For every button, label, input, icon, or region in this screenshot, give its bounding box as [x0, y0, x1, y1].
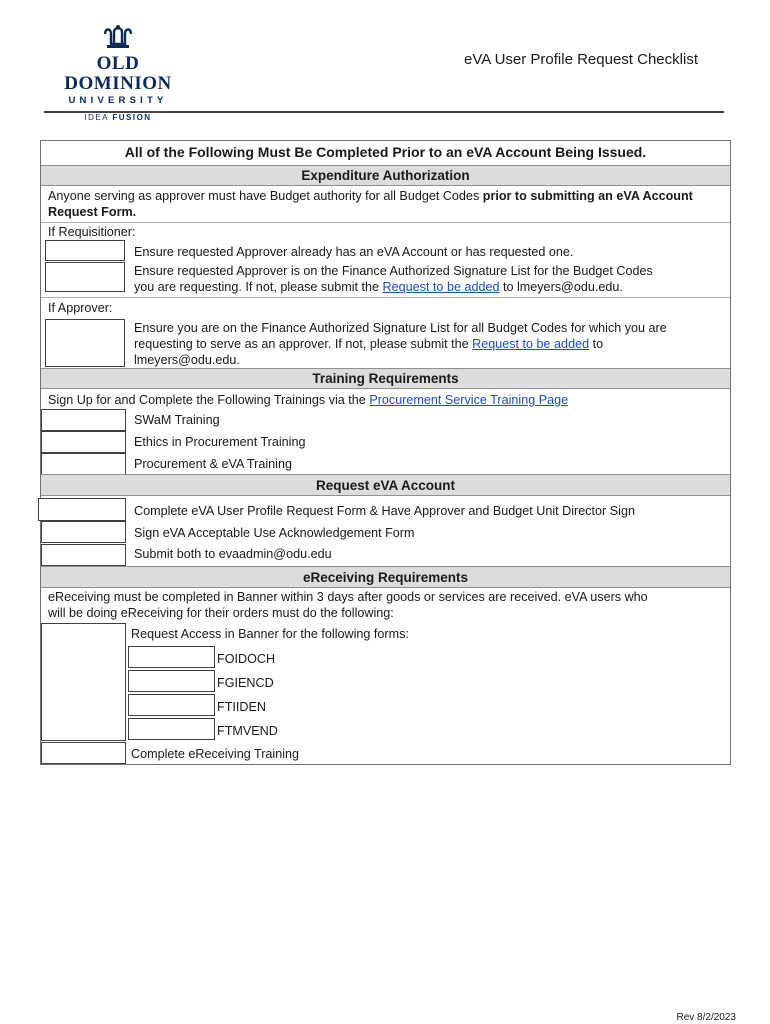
checkbox-form-ftiiden[interactable]: [128, 694, 215, 716]
banner-form: FTIIDEN: [217, 700, 266, 714]
ereceiving-heading: eReceiving Requirements: [41, 566, 730, 588]
ereceiving-note-line-2: will be doing eReceiving for their orders must do the following:: [48, 606, 394, 620]
request-item: Complete eVA User Profile Request Form & Have Approver and Budget Unit Director Sign: [134, 504, 635, 518]
training-intro-text: Sign Up for and Complete the Following Trainings via the: [48, 393, 370, 407]
approver-item-to: to: [589, 337, 604, 351]
checkbox-ethics-training[interactable]: [41, 431, 126, 453]
logo-university: UNIVERSITY: [68, 95, 168, 106]
expenditure-note-emphasis: prior to submitting an eVA Account Request Form.: [48, 189, 693, 219]
checklist-table: [40, 140, 731, 765]
requisitioner-item-1: Ensure requested Approver already has an eVA Account or has requested one.: [134, 245, 574, 259]
crown-icon: [101, 24, 135, 50]
training-heading: Training Requirements: [41, 368, 730, 389]
approver-item-line-3: lmeyers@odu.edu.: [134, 353, 240, 367]
requisitioner-item-2-email: to lmeyers@odu.edu.: [499, 280, 623, 294]
requisitioner-item-2-text: you are requesting. If not, please submit the: [134, 280, 383, 294]
divider: [41, 297, 730, 298]
training-intro: [48, 392, 568, 408]
checkbox-form-ftmvend[interactable]: [128, 718, 215, 740]
requisitioner-item-2-line-2: [134, 279, 623, 295]
header-divider: [44, 111, 724, 113]
checkbox-requisitioner-2[interactable]: [45, 262, 125, 292]
approver-item-text: requesting to serve as an approver. If not, please submit the: [134, 337, 473, 351]
approver-item-line-1: Ensure you are on the Finance Authorized Signature List for all Budget Codes for which you are: [134, 321, 667, 335]
expenditure-note-text: Anyone serving as approver must have Budget authority for all Budget Codes: [48, 189, 483, 203]
expenditure-note: [48, 188, 718, 220]
checkbox-procurement-training[interactable]: [41, 453, 126, 475]
logo-tag-idea: IDEA: [84, 113, 109, 122]
approver-label: If Approver:: [48, 301, 113, 315]
logo-name: OLD DOMINION: [64, 53, 172, 94]
checkbox-form-fgiencd[interactable]: [128, 670, 215, 692]
checkbox-approver[interactable]: [45, 319, 125, 367]
request-to-be-added-link[interactable]: Request to be added: [382, 280, 500, 294]
request-item: Submit both to evaadmin@odu.edu: [134, 547, 332, 561]
checkbox-submit-both[interactable]: [41, 544, 126, 566]
document-title: eVA User Profile Request Checklist: [464, 51, 698, 68]
request-account-heading: Request eVA Account: [41, 474, 730, 496]
odu-logo: [44, 24, 192, 122]
training-item: SWaM Training: [134, 413, 220, 427]
procurement-training-page-link[interactable]: Procurement Service Training Page: [369, 393, 569, 407]
checkbox-requisitioner-1[interactable]: [45, 240, 125, 261]
checkbox-form-foidoch[interactable]: [128, 646, 215, 668]
banner-form: FOIDOCH: [217, 652, 276, 666]
request-item: Sign eVA Acceptable Use Acknowledgement Form: [134, 526, 415, 540]
checkbox-sign-acceptable-use[interactable]: [41, 521, 126, 543]
checkbox-complete-profile-form[interactable]: [38, 498, 126, 521]
checkbox-request-banner-access[interactable]: [41, 623, 126, 741]
requisitioner-item-2-line-1: Ensure requested Approver is on the Finance Authorized Signature List for the Budget Codes: [134, 264, 653, 278]
ereceiving-note-line-1: eReceiving must be completed in Banner within 3 days after goods or services are received. eVA users who: [48, 590, 648, 604]
logo-tagline: [44, 113, 192, 122]
training-item: Ethics in Procurement Training: [134, 435, 306, 449]
checkbox-ereceiving-training[interactable]: [41, 742, 126, 764]
revision-date: Rev 8/2/2023: [676, 1012, 736, 1023]
banner-access-label: Request Access in Banner for the following forms:: [131, 627, 409, 641]
checkbox-swam-training[interactable]: [41, 409, 126, 431]
logo-tag-fusion: FUSION: [112, 113, 152, 122]
ereceiving-training: Complete eReceiving Training: [131, 747, 300, 761]
banner-form: FGIENCD: [217, 676, 274, 690]
intro-title: All of the Following Must Be Completed Prior to an eVA Account Being Issued.: [124, 144, 647, 160]
banner-form: FTMVEND: [217, 724, 278, 738]
expenditure-heading: Expenditure Authorization: [41, 165, 730, 186]
requisitioner-label: If Requisitioner:: [48, 225, 136, 239]
approver-item-line-2: [134, 336, 603, 352]
training-item: Procurement & eVA Training: [134, 457, 292, 471]
divider: [41, 222, 730, 223]
request-to-be-added-link[interactable]: Request to be added: [472, 337, 590, 351]
